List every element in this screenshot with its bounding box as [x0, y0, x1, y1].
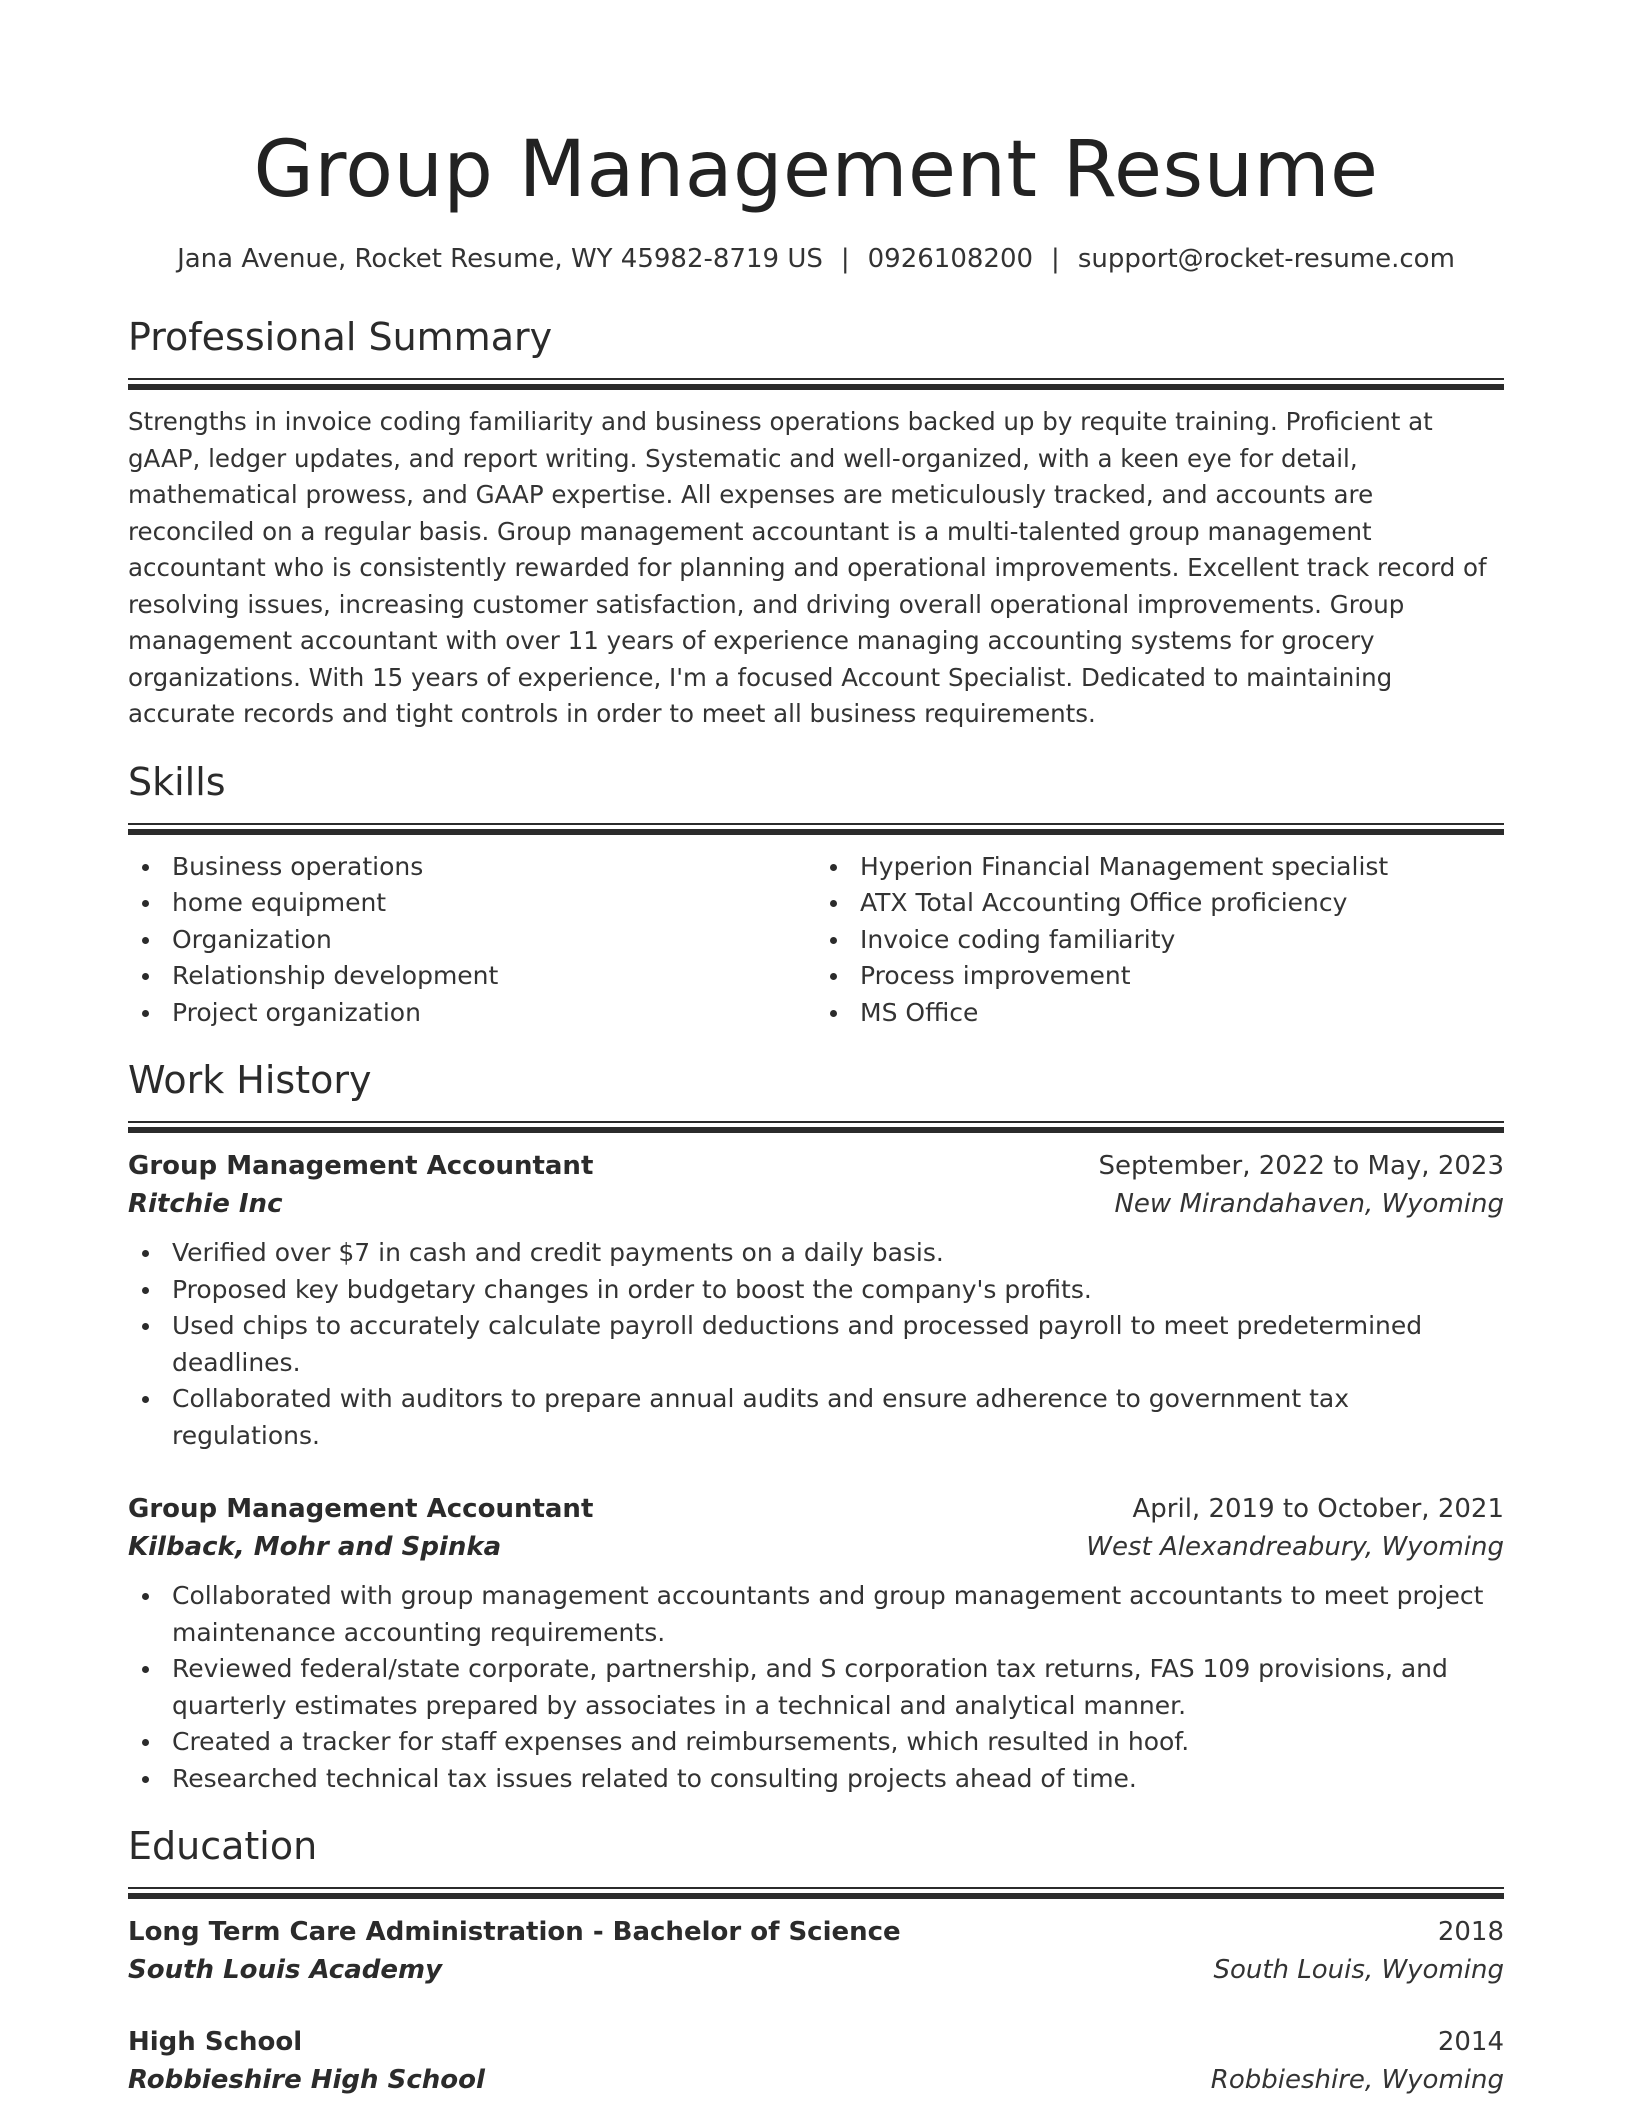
skill-item: Invoice coding familiarity — [816, 922, 1504, 959]
job-bullets — [128, 1235, 1504, 1454]
resume-title: Group Management Resume — [253, 125, 1379, 215]
education-year: 2018 — [1437, 1917, 1504, 1947]
job-entry — [128, 1147, 1504, 1454]
summary-text: Strengths in invoice coding familiarity and business operations backed up by requite training. Proficient at gAAP, ledger updates, and report writing. Systematic and well-organized, with a keen eye for detail, mathematical prowess, and GAAP expertise. All expenses are meticulously tracked, and accounts are reconciled on a regular basis. Group management accountant is a multi-talented group management accountant who is consistently rewarded for planning and operational improvements. Excellent track record of resolving issues, increasing customer satisfaction, and driving overall operational improvements. Group management accountant with over 11 years of experience managing accounting systems for grocery organizations. With 15 years of experience, I'm a focused Account Specialist. Dedicated to maintaining accurate records and tight controls in order to meet all business requirements. — [128, 407, 1487, 728]
job-bullet: Collaborated with group management accountants and group management accountants to meet project maintenance accounting requirements. — [128, 1578, 1504, 1651]
skill-item: Business operations — [128, 849, 816, 886]
education-degree: High School — [128, 2027, 303, 2057]
contact-email: support@rocket-resume.com — [1077, 244, 1455, 274]
job-header-row — [128, 1490, 1504, 1528]
education-heading: Education — [128, 1824, 318, 1868]
education-school: South Louis Academy — [128, 1955, 443, 1985]
skill-item: ATX Total Accounting Office proficiency — [816, 885, 1504, 922]
education-entries — [128, 1913, 1504, 2099]
job-company: Kilback, Mohr and Spinka — [128, 1532, 502, 1562]
skill-item: Relationship development — [128, 958, 816, 995]
work-entries — [128, 1147, 1504, 1797]
education-degree: Long Term Care Administration - Bachelor of Science — [128, 1917, 901, 1947]
job-entry — [128, 1490, 1504, 1797]
skill-item: home equipment — [128, 885, 816, 922]
contact-phone: 0926108200 — [867, 244, 1034, 274]
education-section — [128, 1823, 1504, 2099]
education-school: Robbieshire High School — [128, 2065, 485, 2095]
section-divider — [128, 1887, 1504, 1899]
job-bullet: Proposed key budgetary changes in order to boost the company's profits. — [128, 1272, 1504, 1309]
skills-heading: Skills — [128, 759, 226, 804]
work-heading: Work History — [128, 1058, 372, 1102]
job-dates: September, 2022 to May, 2023 — [1098, 1151, 1504, 1181]
skill-item: Organization — [128, 922, 816, 959]
contact-address: Jana Avenue, Rocket Resume, WY 45982-8719 US — [177, 244, 823, 274]
education-header-row — [128, 2023, 1504, 2061]
skills-left-list — [128, 849, 816, 1032]
job-company-row — [128, 1528, 1504, 1566]
job-bullet: Verified over $7 in cash and credit payments on a daily basis. — [128, 1235, 1504, 1272]
education-school-row — [128, 2061, 1504, 2099]
skill-item: MS Office — [816, 995, 1504, 1032]
skills-columns — [128, 849, 1504, 1032]
education-year: 2014 — [1437, 2027, 1504, 2057]
job-company-row — [128, 1185, 1504, 1223]
education-school-row — [128, 1951, 1504, 1989]
job-bullet: Used chips to accurately calculate payroll deductions and processed payroll to meet predetermined deadlines. — [128, 1308, 1504, 1381]
job-company: Ritchie Inc — [128, 1189, 283, 1219]
job-title: Group Management Accountant — [128, 1151, 594, 1181]
contact-line — [128, 242, 1504, 276]
job-bullet: Reviewed federal/state corporate, partnership, and S corporation tax returns, FAS 109 provisions, and quarterly estimates prepared by associates in a technical and analytical manner. — [128, 1651, 1504, 1724]
job-location: West Alexandreabury, Wyoming — [1086, 1532, 1504, 1562]
skill-item: Process improvement — [816, 958, 1504, 995]
summary-section — [128, 314, 1504, 733]
education-entry — [128, 2023, 1504, 2099]
job-dates: April, 2019 to October, 2021 — [1132, 1494, 1504, 1524]
job-title: Group Management Accountant — [128, 1494, 594, 1524]
job-bullets — [128, 1578, 1504, 1797]
skill-item: Hyperion Financial Management specialist — [816, 849, 1504, 886]
section-divider — [128, 1121, 1504, 1133]
job-bullet: Collaborated with auditors to prepare annual audits and ensure adherence to government tax regulations. — [128, 1381, 1504, 1454]
contact-separator: | — [1051, 244, 1060, 274]
job-bullet: Researched technical tax issues related to consulting projects ahead of time. — [128, 1761, 1504, 1798]
job-header-row — [128, 1147, 1504, 1185]
section-divider — [128, 823, 1504, 835]
education-location: South Louis, Wyoming — [1213, 1955, 1504, 1985]
section-divider — [128, 378, 1504, 390]
work-section — [128, 1057, 1504, 1797]
summary-heading: Professional Summary — [128, 315, 553, 359]
education-entry — [128, 1913, 1504, 1989]
contact-separator: | — [840, 244, 850, 274]
skills-right-list — [816, 849, 1504, 1032]
education-location: Robbieshire, Wyoming — [1210, 2065, 1504, 2095]
education-header-row — [128, 1913, 1504, 1951]
skill-item: Project organization — [128, 995, 816, 1032]
job-bullet: Created a tracker for staff expenses and reimbursements, which resulted in hoof. — [128, 1724, 1504, 1761]
skills-section — [128, 759, 1504, 1032]
job-location: New Mirandahaven, Wyoming — [1114, 1189, 1504, 1219]
